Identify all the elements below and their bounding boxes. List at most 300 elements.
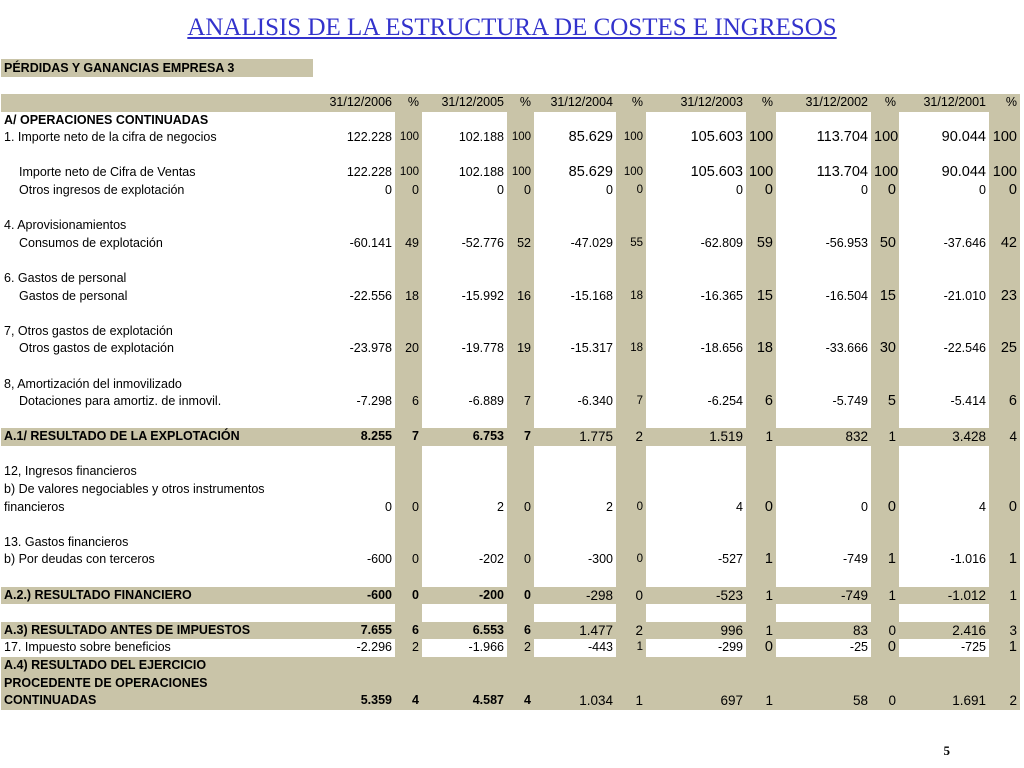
percent-cell: 0 — [746, 639, 776, 657]
column-header: % — [507, 94, 534, 112]
percent-cell — [616, 358, 646, 376]
value-cell: -6.889 — [468, 394, 504, 409]
value-cell — [899, 569, 989, 587]
value-cell — [899, 270, 989, 288]
blank-cell — [1, 305, 312, 323]
value-cell: -5.749 — [832, 394, 868, 409]
percent-cell — [616, 147, 646, 165]
table-row — [1, 200, 1020, 218]
percent-cell: 0 — [616, 499, 646, 517]
value-cell: -749 — [842, 552, 868, 567]
value-cell: -22.556 — [349, 288, 392, 303]
value-cell: 4 — [979, 499, 986, 514]
value-cell — [312, 516, 395, 534]
value-cell — [422, 604, 507, 622]
percent-cell: 30 — [871, 340, 899, 358]
value-cell: -60.141 — [349, 235, 392, 250]
table-row — [1, 235, 1020, 253]
percent-cell — [746, 604, 776, 622]
table-row — [1, 305, 1020, 323]
value-cell — [422, 270, 507, 288]
value-cell: 0 — [385, 499, 392, 514]
percent-cell: 6 — [395, 393, 422, 411]
blank-cell — [1, 252, 312, 270]
value-cell: -298 — [534, 587, 616, 605]
percent-cell — [395, 252, 422, 270]
percent-cell: 19 — [507, 340, 534, 358]
percent-cell: 1 — [746, 692, 776, 710]
table-row — [1, 358, 1020, 376]
value-cell — [534, 376, 616, 394]
percent-cell — [989, 516, 1020, 534]
value-cell: 90.044 — [941, 129, 986, 146]
percent-cell — [871, 147, 899, 165]
percent-cell — [989, 252, 1020, 270]
percent-cell: 2 — [989, 692, 1020, 710]
row-label: 12, Ingresos financieros — [4, 464, 137, 479]
value-cell — [776, 446, 871, 464]
value-cell — [312, 569, 395, 587]
value-cell — [534, 446, 616, 464]
value-cell — [312, 358, 395, 376]
row-label: A.2.) RESULTADO FINANCIERO — [1, 587, 312, 605]
percent-cell: 15 — [871, 288, 899, 306]
row-label: A.4) RESULTADO DEL EJERCICIO — [1, 657, 312, 675]
table-row — [1, 428, 1020, 446]
row-label: Importe neto de Cifra de Ventas — [19, 165, 196, 180]
value-cell: 5.359 — [312, 692, 395, 710]
table-row — [1, 446, 1020, 464]
value-cell: -523 — [646, 587, 746, 605]
table-row — [1, 604, 1020, 622]
value-cell — [312, 604, 395, 622]
percent-cell — [395, 411, 422, 429]
percent-cell: 6 — [395, 622, 422, 640]
percent-cell: 3 — [989, 622, 1020, 640]
value-cell: 0 — [606, 182, 613, 197]
value-cell: 105.603 — [690, 129, 743, 146]
percent-cell — [871, 463, 899, 481]
value-cell — [776, 217, 871, 235]
value-cell — [312, 270, 395, 288]
percent-cell — [395, 200, 422, 218]
percent-cell: 1 — [746, 428, 776, 446]
percent-cell: 1 — [616, 639, 646, 657]
percent-cell: 0 — [871, 499, 899, 517]
value-cell — [776, 569, 871, 587]
percent-cell — [871, 305, 899, 323]
value-cell — [646, 147, 746, 165]
table-row — [1, 499, 1020, 517]
value-cell: -6.254 — [707, 394, 743, 409]
percent-cell — [989, 323, 1020, 341]
value-cell — [899, 604, 989, 622]
percent-cell — [395, 112, 422, 130]
value-cell: 122.228 — [346, 130, 392, 145]
percent-cell — [989, 112, 1020, 130]
percent-cell — [507, 358, 534, 376]
percent-cell — [395, 463, 422, 481]
table-row — [1, 692, 1020, 710]
value-cell: 0 — [385, 182, 392, 197]
row-label: 8, Amortización del inmovilizado — [4, 376, 182, 391]
value-cell: 8.255 — [312, 428, 395, 446]
value-cell — [534, 358, 616, 376]
value-cell: 90.044 — [941, 164, 986, 181]
percent-cell: 100 — [746, 129, 776, 147]
value-cell — [422, 481, 507, 499]
value-cell: 0 — [497, 182, 504, 197]
percent-cell — [616, 217, 646, 235]
row-label: A.1/ RESULTADO DE LA EXPLOTACIÓN — [1, 428, 312, 446]
blank-cell — [1, 358, 312, 376]
percent-cell — [395, 305, 422, 323]
value-cell: -16.365 — [700, 288, 743, 303]
percent-cell — [507, 112, 534, 130]
percent-cell: 49 — [395, 235, 422, 253]
table-row — [1, 217, 1020, 235]
value-cell — [899, 481, 989, 499]
percent-cell: 15 — [746, 288, 776, 306]
percent-cell — [507, 270, 534, 288]
value-cell — [899, 200, 989, 218]
value-cell — [646, 569, 746, 587]
table-row — [1, 463, 1020, 481]
percent-cell — [507, 147, 534, 165]
row-label: Otros gastos de explotación — [19, 341, 174, 356]
value-cell — [646, 323, 746, 341]
value-cell: 6.553 — [422, 622, 507, 640]
percent-cell — [989, 305, 1020, 323]
value-cell — [312, 534, 395, 552]
value-cell — [422, 112, 507, 130]
value-cell — [534, 270, 616, 288]
percent-cell: 0 — [989, 499, 1020, 517]
value-cell: 1.477 — [534, 622, 616, 640]
value-cell: 2 — [606, 499, 613, 514]
table-row — [1, 323, 1020, 341]
percent-cell — [746, 270, 776, 288]
percent-cell — [989, 604, 1020, 622]
percent-cell — [616, 305, 646, 323]
value-cell: 996 — [646, 622, 746, 640]
value-cell — [312, 323, 395, 341]
percent-cell: 100 — [871, 129, 899, 147]
value-cell — [646, 112, 746, 130]
percent-cell: 0 — [871, 182, 899, 200]
table-row — [1, 112, 1020, 130]
percent-cell — [989, 534, 1020, 552]
value-cell — [776, 270, 871, 288]
value-cell — [776, 481, 871, 499]
percent-cell — [395, 481, 422, 499]
percent-cell — [746, 534, 776, 552]
value-cell — [312, 217, 395, 235]
value-cell — [776, 200, 871, 218]
table-row — [1, 182, 1020, 200]
percent-cell: 0 — [871, 639, 899, 657]
value-cell — [899, 675, 989, 693]
percent-cell — [395, 270, 422, 288]
blank-cell — [1, 604, 312, 622]
percent-cell — [871, 323, 899, 341]
value-cell — [312, 112, 395, 130]
table-row — [1, 639, 1020, 657]
percent-cell: 2 — [395, 639, 422, 657]
value-cell: -22.546 — [943, 341, 986, 356]
percent-cell — [395, 147, 422, 165]
row-label: 13. Gastos financieros — [4, 534, 129, 549]
percent-cell — [616, 411, 646, 429]
value-cell — [422, 657, 507, 675]
percent-cell — [871, 200, 899, 218]
percent-cell — [871, 376, 899, 394]
percent-cell: 7 — [507, 428, 534, 446]
value-cell: 4 — [736, 499, 743, 514]
percent-cell — [989, 217, 1020, 235]
value-cell: -21.010 — [943, 288, 986, 303]
value-cell: -7.298 — [356, 394, 392, 409]
percent-cell: 59 — [746, 235, 776, 253]
percent-cell: 0 — [616, 182, 646, 200]
percent-cell — [507, 516, 534, 534]
value-cell — [422, 323, 507, 341]
row-label: 1. Importe neto de la cifra de negocios — [4, 130, 217, 145]
percent-cell — [616, 112, 646, 130]
percent-cell — [989, 147, 1020, 165]
table-row — [1, 657, 1020, 675]
percent-cell — [395, 516, 422, 534]
value-cell: 105.603 — [690, 164, 743, 181]
percent-cell — [395, 604, 422, 622]
percent-cell: 42 — [989, 235, 1020, 253]
value-cell: -1.012 — [899, 587, 989, 605]
percent-cell: 1 — [616, 692, 646, 710]
percent-cell: 0 — [871, 622, 899, 640]
value-cell — [646, 446, 746, 464]
value-cell — [312, 252, 395, 270]
percent-cell: 1 — [746, 622, 776, 640]
percent-cell: 100 — [616, 129, 646, 147]
percent-cell — [746, 463, 776, 481]
value-cell: -299 — [717, 640, 743, 655]
percent-cell — [507, 481, 534, 499]
value-cell — [646, 376, 746, 394]
value-cell: 85.629 — [568, 129, 613, 146]
value-cell — [534, 305, 616, 323]
percent-cell — [746, 217, 776, 235]
value-cell: -200 — [422, 587, 507, 605]
percent-cell: 18 — [746, 340, 776, 358]
percent-cell — [989, 200, 1020, 218]
value-cell — [776, 376, 871, 394]
value-cell — [312, 305, 395, 323]
percent-cell: 23 — [989, 288, 1020, 306]
percent-cell: 1 — [746, 587, 776, 605]
value-cell — [422, 446, 507, 464]
value-cell — [646, 270, 746, 288]
value-cell — [534, 217, 616, 235]
value-cell — [534, 569, 616, 587]
row-label: CONTINUADAS — [1, 692, 312, 710]
value-cell: -443 — [587, 640, 613, 655]
value-cell — [422, 147, 507, 165]
percent-cell — [616, 481, 646, 499]
value-cell: -47.029 — [570, 235, 613, 250]
percent-cell — [616, 200, 646, 218]
percent-cell — [746, 657, 776, 675]
value-cell — [646, 252, 746, 270]
value-cell — [534, 604, 616, 622]
percent-cell — [871, 569, 899, 587]
column-header: % — [616, 94, 646, 112]
value-cell: -600 — [312, 587, 395, 605]
table-row — [1, 516, 1020, 534]
column-header: 31/12/2003 — [646, 94, 746, 112]
percent-cell — [395, 376, 422, 394]
percent-cell: 0 — [616, 587, 646, 605]
percent-cell — [871, 446, 899, 464]
value-cell: 1.034 — [534, 692, 616, 710]
percent-cell: 6 — [989, 393, 1020, 411]
value-cell: 113.704 — [816, 164, 868, 181]
table-row — [1, 551, 1020, 569]
percent-cell — [871, 252, 899, 270]
value-cell: 6.753 — [422, 428, 507, 446]
table-row — [1, 481, 1020, 499]
column-header: 31/12/2006 — [312, 94, 395, 112]
percent-cell: 0 — [746, 499, 776, 517]
value-cell: -202 — [478, 552, 504, 567]
percent-cell: 4 — [989, 428, 1020, 446]
table-row — [1, 622, 1020, 640]
value-cell — [646, 463, 746, 481]
value-cell — [422, 358, 507, 376]
percent-cell — [746, 376, 776, 394]
row-label: Consumos de explotación — [19, 235, 163, 250]
percent-cell: 0 — [395, 551, 422, 569]
value-cell — [534, 657, 616, 675]
row-label: 7, Otros gastos de explotación — [4, 323, 173, 338]
percent-cell: 1 — [746, 551, 776, 569]
table-row — [1, 675, 1020, 693]
value-cell — [534, 252, 616, 270]
row-label: Dotaciones para amortiz. de inmovil. — [19, 394, 222, 409]
percent-cell: 100 — [395, 164, 422, 182]
row-label: financieros — [4, 499, 65, 514]
percent-cell: 7 — [616, 393, 646, 411]
percent-cell — [507, 675, 534, 693]
value-cell: -15.168 — [570, 288, 613, 303]
percent-cell: 0 — [395, 587, 422, 605]
value-cell — [422, 305, 507, 323]
value-cell — [646, 657, 746, 675]
percent-cell — [871, 534, 899, 552]
value-cell — [422, 200, 507, 218]
percent-cell — [989, 376, 1020, 394]
value-cell — [422, 411, 507, 429]
percent-cell — [395, 446, 422, 464]
percent-cell — [989, 358, 1020, 376]
value-cell — [312, 463, 395, 481]
blank-cell — [1, 411, 312, 429]
blank-cell — [1, 516, 312, 534]
value-cell — [776, 411, 871, 429]
percent-cell — [746, 481, 776, 499]
row-label: 4. Aprovisionamientos — [4, 218, 127, 233]
value-cell — [899, 411, 989, 429]
value-cell: -37.646 — [943, 235, 986, 250]
value-cell — [422, 252, 507, 270]
value-cell — [534, 112, 616, 130]
percent-cell — [507, 657, 534, 675]
value-cell: 102.188 — [458, 165, 504, 180]
value-cell: -19.778 — [461, 341, 504, 356]
percent-cell — [507, 534, 534, 552]
table-row — [1, 340, 1020, 358]
percent-cell: 1 — [871, 587, 899, 605]
value-cell: -25 — [849, 640, 868, 655]
percent-cell: 0 — [616, 551, 646, 569]
percent-cell — [395, 323, 422, 341]
value-cell — [646, 516, 746, 534]
percent-cell — [616, 463, 646, 481]
column-header: % — [746, 94, 776, 112]
value-cell: -56.953 — [825, 235, 868, 250]
value-cell: 0 — [979, 182, 986, 197]
percent-cell: 25 — [989, 340, 1020, 358]
value-cell: -300 — [587, 552, 613, 567]
percent-cell — [746, 411, 776, 429]
value-cell — [646, 481, 746, 499]
percent-cell — [507, 411, 534, 429]
value-cell — [646, 534, 746, 552]
percent-cell: 100 — [871, 164, 899, 182]
value-cell — [899, 112, 989, 130]
value-cell — [422, 463, 507, 481]
percent-cell: 100 — [746, 164, 776, 182]
percent-cell: 2 — [616, 428, 646, 446]
value-cell: -62.809 — [700, 235, 743, 250]
percent-cell: 20 — [395, 340, 422, 358]
percent-cell — [616, 252, 646, 270]
percent-cell: 0 — [746, 182, 776, 200]
profit-loss-table — [1, 94, 1020, 710]
value-cell — [776, 463, 871, 481]
value-cell — [776, 323, 871, 341]
percent-cell: 18 — [616, 340, 646, 358]
percent-cell — [746, 147, 776, 165]
value-cell: 102.188 — [458, 130, 504, 145]
value-cell: 58 — [776, 692, 871, 710]
value-cell — [422, 534, 507, 552]
value-cell — [776, 516, 871, 534]
percent-cell — [507, 305, 534, 323]
percent-cell — [746, 569, 776, 587]
percent-cell: 0 — [507, 499, 534, 517]
value-cell — [899, 376, 989, 394]
value-cell — [776, 657, 871, 675]
table-row — [1, 270, 1020, 288]
value-cell — [312, 446, 395, 464]
percent-cell — [871, 675, 899, 693]
header-label-cell — [1, 94, 312, 112]
percent-cell: 7 — [507, 393, 534, 411]
value-cell — [534, 323, 616, 341]
table-row — [1, 411, 1020, 429]
percent-cell — [616, 376, 646, 394]
percent-cell: 1 — [989, 639, 1020, 657]
